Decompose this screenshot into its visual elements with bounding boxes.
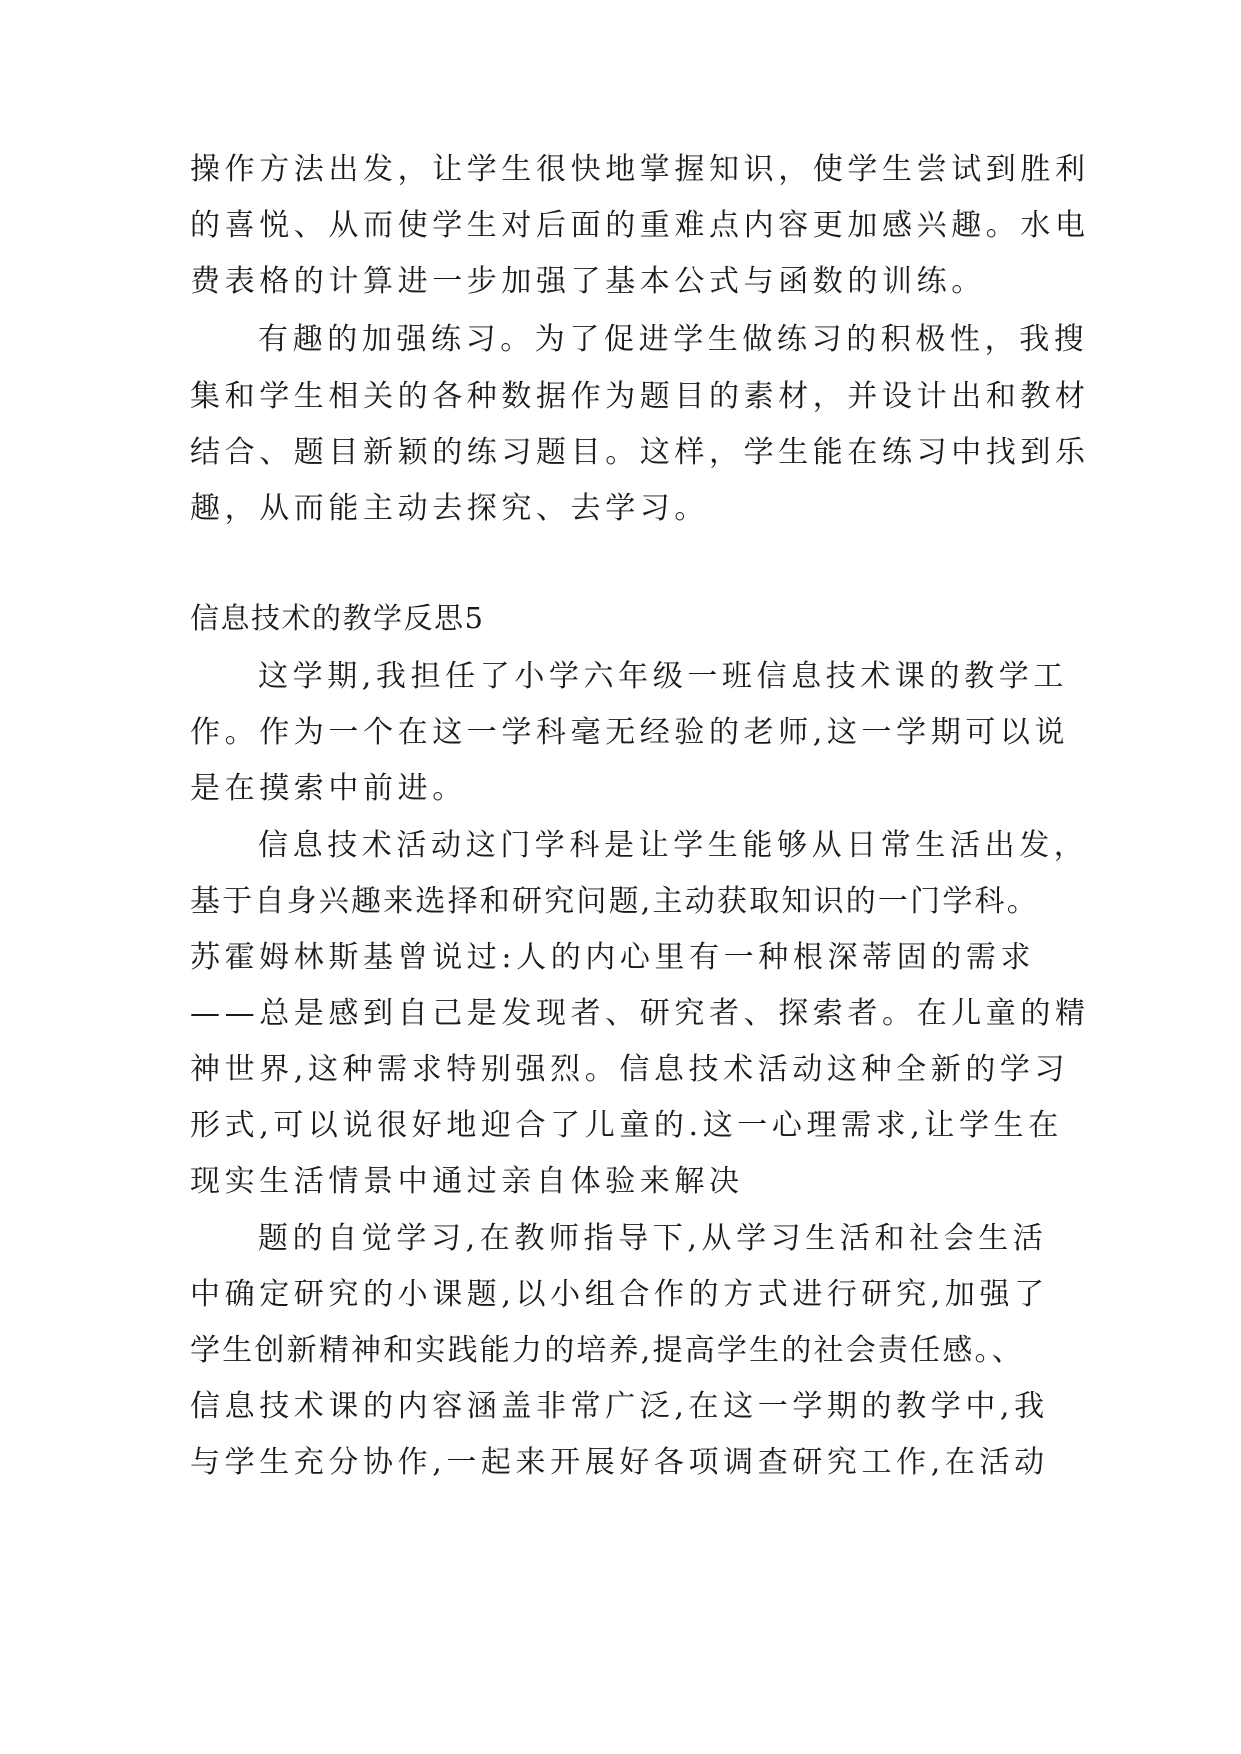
text-line: 苏霍姆林斯基曾说过:人的内心里有一种根深蒂固的需求: [190, 940, 1036, 975]
text-line: 是在摸索中前进。: [190, 771, 467, 806]
text-line: 与学生充分协作,一起来开展好各项调查研究工作,在活动: [190, 1445, 1049, 1480]
text-line: 操作方法出发，让学生很快地掌握知识，使学生尝试到胜利: [190, 152, 1090, 187]
text-line: 神世界,这种需求特别强烈。信息技术活动这种全新的学习: [190, 1052, 1070, 1087]
text-line: 基于自身兴趣来选择和研究问题,主动获取知识的一门学科。: [190, 884, 1039, 919]
text-line: ——总是感到自己是发现者、研究者、探索者。在儿童的精: [190, 996, 1090, 1031]
text-line: 信息技术课的内容涵盖非常广泛,在这一学期的教学中,我: [190, 1389, 1049, 1424]
text-line: 作。作为一个在这一学科毫无经验的老师,这一学期可以说: [190, 715, 1070, 750]
paragraph-first-line: 信息技术活动这门学科是让学生能够从日常生活出发，: [258, 828, 1089, 863]
text-line: 结合、题目新颖的练习题目。这样，学生能在练习中找到乐: [190, 435, 1090, 470]
text-line: 的喜悦、从而使学生对后面的重难点内容更加感兴趣。水电: [190, 208, 1090, 243]
text-line: 学生创新精神和实践能力的培养,提高学生的社会责任感。、: [190, 1333, 1024, 1368]
text-line: 现实生活情景中通过亲自体验来解决: [190, 1164, 744, 1199]
text-line: 集和学生相关的各种数据作为题目的素材，并设计出和教材: [190, 379, 1090, 414]
text-line: 趣，从而能主动去探究、去学习。: [190, 491, 709, 526]
text-line: 费表格的计算进一步加强了基本公式与函数的训练。: [190, 264, 986, 299]
paragraph-first-line: 题的自觉学习,在教师指导下,从学习生活和社会生活: [258, 1221, 1048, 1256]
text-line: 中确定研究的小课题,以小组合作的方式进行研究,加强了: [190, 1277, 1049, 1312]
text-line: 形式,可以说很好地迎合了儿童的.这一心理需求,让学生在: [190, 1108, 1063, 1143]
paragraph-first-line: 这学期,我担任了小学六年级一班信息技术课的教学工: [258, 659, 1068, 694]
paragraph-first-line: 有趣的加强练习。为了促进学生做练习的积极性，我搜: [258, 322, 1089, 357]
section-heading: 信息技术的教学反思5: [190, 601, 485, 635]
